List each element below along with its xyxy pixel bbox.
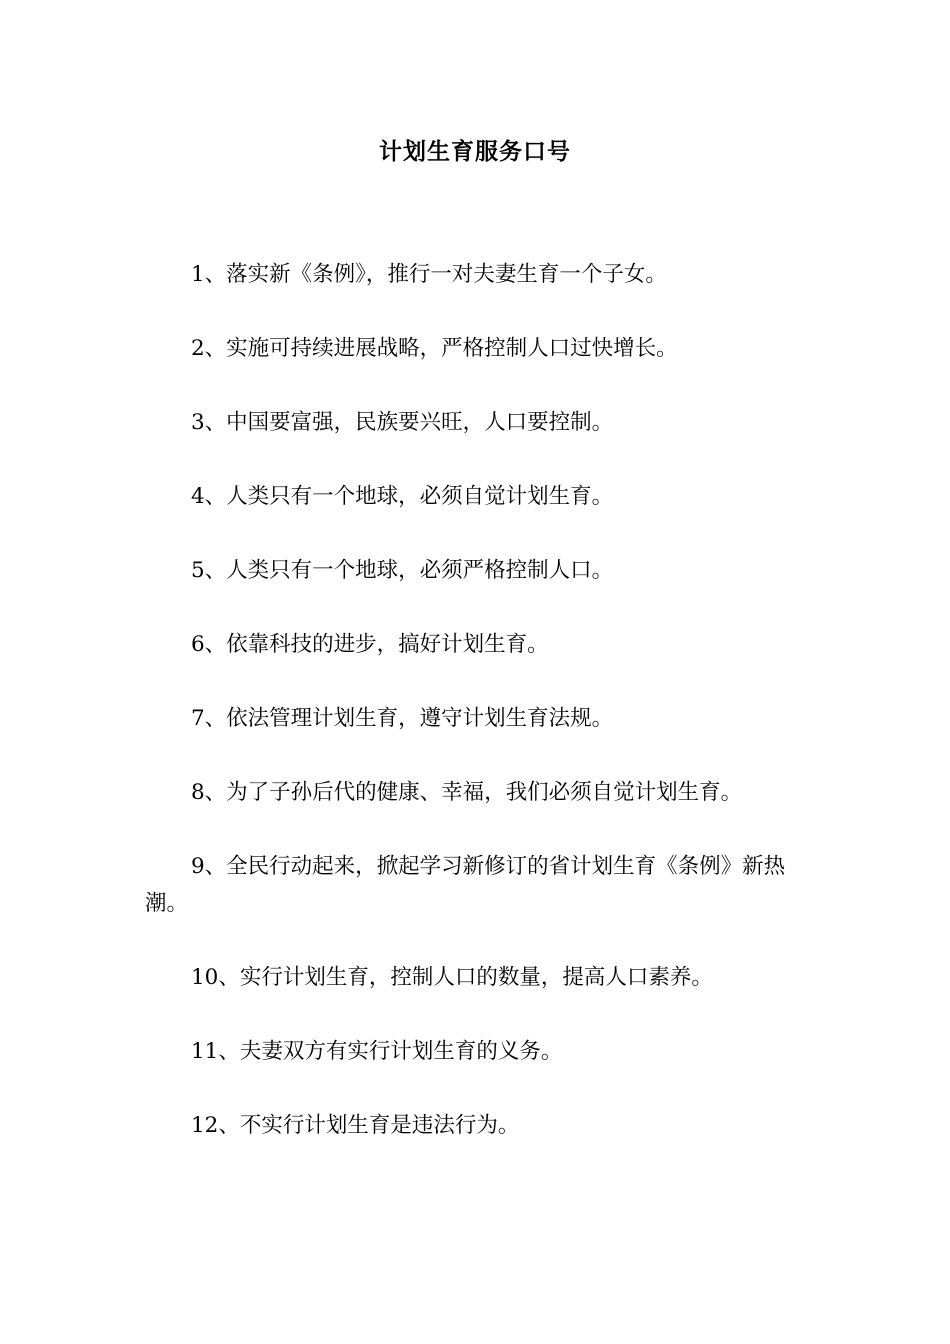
- slogan-item-9: 9、全民行动起来，掀起学习新修订的省计划生育《条例》新热潮。: [145, 854, 786, 916]
- slogan-item-2: 2、实施可持续进展战略，严格控制人口过快增长。: [191, 336, 678, 361]
- slogan-item-12: 12、不实行计划生育是违法行为。: [191, 1113, 520, 1138]
- document-title: 计划生育服务口号: [379, 139, 571, 165]
- slogan-item-6: 6、依靠科技的进步，搞好计划生育。: [191, 632, 549, 657]
- slogan-item-3: 3、中国要富强，民族要兴旺，人口要控制。: [191, 410, 614, 435]
- slogan-list: [145, 256, 813, 1181]
- slogan-item-11: 11、夫妻双方有实行计划生育的义务。: [191, 1039, 563, 1064]
- slogan-item-4: 4、人类只有一个地球，必须自觉计划生育。: [191, 484, 614, 509]
- slogan-item-10: 10、实行计划生育，控制人口的数量，提高人口素养。: [191, 965, 713, 990]
- slogan-item-8: 8、为了子孙后代的健康、幸福，我们必须自觉计划生育。: [191, 780, 743, 805]
- slogan-item-7: 7、依法管理计划生育，遵守计划生育法规。: [191, 706, 614, 731]
- slogan-item-5: 5、人类只有一个地球，必须严格控制人口。: [191, 558, 614, 583]
- slogan-item-1: 1、落实新《条例》，推行一对夫妻生育一个子女。: [191, 262, 667, 287]
